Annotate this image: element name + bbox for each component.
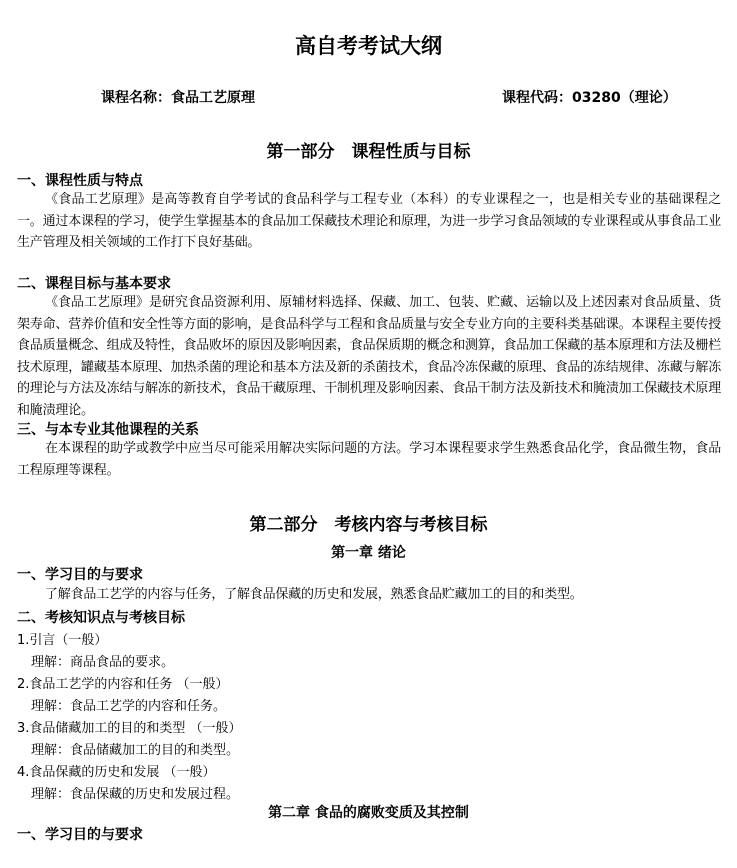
section-body-nature: 《食品工艺原理》是高等教育自学考试的食品科学与工程专业（本科）的专业课程之一，也是相关专业的基础课程之一。通过本课程的学习，使学生掌握基本的食品加工保藏技术理论和原理，为进一步学习食品领域的专业课程或从事食品工业生产管理及相关领域的工作打下良好基础。 bbox=[17, 192, 722, 250]
part-1-title: 第一部分 课程性质与目标 bbox=[266, 142, 471, 162]
knowledge-point: 2.食品工艺学的内容和任务 （一般） bbox=[17, 677, 229, 692]
knowledge-point: 1.引言（一般） bbox=[17, 633, 108, 648]
chapter-1-title: 第一章 绪论 bbox=[331, 545, 406, 561]
chapter-1-heading-knowledge: 二、考核知识点与考核目标 bbox=[17, 610, 185, 626]
knowledge-point: 3.食品储藏加工的目的和类型 （一般） bbox=[17, 721, 242, 736]
section-heading-goals: 二、课程目标与基本要求 bbox=[17, 276, 171, 292]
knowledge-requirement: 理解：食品储藏加工的目的和类型。 bbox=[31, 743, 240, 758]
chapter-2-title: 第二章 食品的腐败变质及其控制 bbox=[268, 805, 469, 821]
knowledge-requirement: 理解：食品保藏的历史和发展过程。 bbox=[31, 787, 240, 802]
section-body-goals: 《食品工艺原理》是研究食品资源利用、原辅材料选择、保藏、加工、包装、贮藏、运输以及上述因素对食品质量、货架寿命、营养价值和安全性等方面的影响，是食品科学与工程和食品质量与安全专业方向的主要科类基础课。本课程主要传授食品质量概念、组成及特性，食品败坏的原因及影响因素，食品保质期的概念和测算，食品加工保藏的基本原理和方法及栅栏技术原理，罐藏基本原理、加热杀菌的理论和基本方法及新的杀菌技术，食品冷冻保藏的原理、食品的冻结规律、冻藏与解冻的理论与方法及冻结与解冻的新技术，食品干藏原理、干制机理及影响因素、食品干制方法及新技术和腌渍加工保藏技术原理和腌渍理论。 bbox=[17, 295, 722, 418]
chapter-1-body-purpose: 了解食品工艺学的内容与任务，了解食品保藏的历史和发展，熟悉食品贮藏加工的目的和类型。 bbox=[45, 587, 583, 602]
part-2-title: 第二部分 考核内容与考核目标 bbox=[249, 515, 488, 535]
chapter-2-heading-purpose: 一、学习目的与要求 bbox=[17, 827, 143, 843]
knowledge-requirement: 理解：商品食品的要求。 bbox=[31, 655, 175, 670]
section-heading-relations: 三、与本专业其他课程的关系 bbox=[17, 422, 199, 438]
course-code: 课程代码：03280（理论） bbox=[502, 90, 677, 106]
chapter-1-heading-purpose: 一、学习目的与要求 bbox=[17, 567, 143, 583]
knowledge-point: 4.食品保藏的历史和发展 （一般） bbox=[17, 765, 216, 780]
course-name: 课程名称：食品工艺原理 bbox=[101, 90, 255, 106]
knowledge-requirement: 理解：食品工艺学的内容和任务。 bbox=[31, 699, 227, 714]
section-heading-nature: 一、课程性质与特点 bbox=[17, 173, 143, 189]
document-title: 高自考考试大纲 bbox=[295, 33, 442, 58]
section-body-relations: 在本课程的助学或教学中应当尽可能采用解决实际问题的方法。学习本课程要求学生熟悉食品化学，食品微生物，食品工程原理等课程。 bbox=[17, 441, 721, 478]
